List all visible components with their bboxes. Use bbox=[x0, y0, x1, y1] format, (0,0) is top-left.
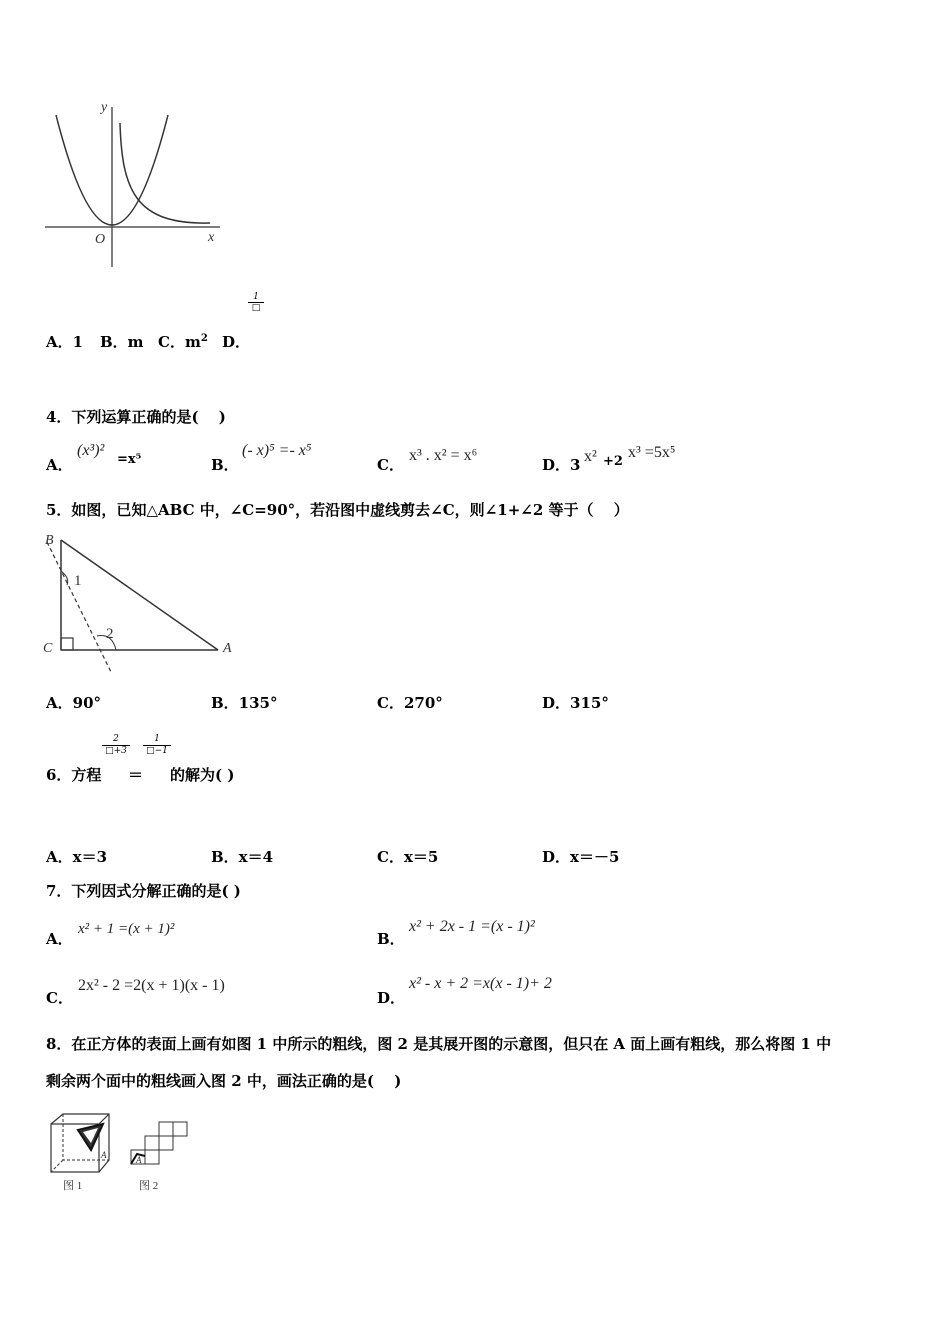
figure-1-label: 图 1 bbox=[63, 1180, 83, 1192]
q3-fraction bbox=[248, 292, 264, 313]
q3-option-b: B．m bbox=[100, 333, 144, 351]
q4-option-a-expr: (x³)² bbox=[77, 442, 105, 459]
q7-option-c-expr: 2x² - 2 =2(x + 1)(x - 1) bbox=[78, 977, 225, 994]
q5-option-d: D．315° bbox=[542, 694, 609, 712]
q6-fraction-1-num: 2 bbox=[113, 734, 119, 744]
net-face-6 bbox=[173, 1122, 187, 1136]
cube-top-right-edge bbox=[99, 1114, 109, 1124]
net-face-a-label: A bbox=[136, 1155, 142, 1165]
q8-stem-line-1: 8．在正方体的表面上画有如图 1 中所示的粗线，图 2 是其展开图的示意图，但只在 A 面上画有粗线，那么将图 1 中 bbox=[46, 1035, 832, 1053]
q4-option-c-label: C． bbox=[377, 456, 404, 474]
y-axis-label: y bbox=[101, 100, 108, 115]
q4-option-c-expr: x³ . x² = x⁶ bbox=[409, 447, 478, 464]
origin-label: O bbox=[95, 232, 106, 247]
q3-fraction-den: □ bbox=[248, 302, 264, 313]
q3-option-c-text: C．m bbox=[158, 333, 201, 351]
x-axis-label: x bbox=[208, 230, 215, 245]
q7-option-a-expr: x² + 1 =(x + 1)² bbox=[78, 921, 175, 937]
q6-fraction-2-den: □−1 bbox=[143, 745, 171, 757]
q3-option-a: A．1 bbox=[46, 333, 84, 351]
cube-face-a-label: A bbox=[101, 1150, 107, 1160]
q4-option-a-tail: =x⁵ bbox=[117, 452, 142, 467]
q4-option-d-expr2: x³ =5x⁵ bbox=[628, 444, 676, 461]
q7-option-d-label: D． bbox=[377, 989, 406, 1007]
vertex-b-label: B bbox=[45, 533, 54, 548]
angle-2-label: 2 bbox=[106, 626, 114, 642]
q7-option-b-label: B． bbox=[377, 930, 405, 948]
q4-stem: 4．下列运算正确的是( ) bbox=[46, 408, 226, 426]
q5-stem: 5．如图，已知△ABC 中，∠C=90°，若沿图中虚线剪去∠C，则∠1+∠2 等于（ ） bbox=[46, 501, 629, 519]
q4-option-b-expr: (- x)⁵ =- x⁵ bbox=[242, 442, 312, 459]
q6-option-c: C．x＝5 bbox=[377, 848, 439, 866]
net-face-2 bbox=[145, 1136, 159, 1150]
q6-option-b: B．x＝4 bbox=[211, 848, 274, 866]
net-face-5 bbox=[159, 1122, 173, 1136]
q3-option-c bbox=[158, 331, 208, 352]
q6-fraction-1-den: □+3 bbox=[102, 745, 130, 757]
q7-stem: 7．下列因式分解正确的是( ) bbox=[46, 882, 241, 900]
q7-option-c-label: C． bbox=[46, 989, 73, 1007]
q7-option-a-label: A． bbox=[46, 930, 73, 948]
function-graph-figure bbox=[40, 95, 230, 275]
net-face-3 bbox=[145, 1150, 159, 1164]
q3-fraction-num: 1 bbox=[253, 292, 259, 302]
q6-stem-suffix: 的解为( ) bbox=[170, 766, 235, 784]
triangle-side-ab bbox=[61, 540, 218, 650]
angle-1-label: 1 bbox=[74, 573, 82, 589]
q6-option-a: A．x＝3 bbox=[46, 848, 108, 866]
cube-hidden-diag bbox=[51, 1160, 63, 1172]
vertex-c-label: C bbox=[43, 641, 53, 656]
net-face-4 bbox=[159, 1136, 173, 1150]
q5-triangle-figure bbox=[40, 530, 245, 680]
cube-figure bbox=[51, 1114, 109, 1172]
vertex-a-label: A bbox=[223, 641, 232, 656]
figure-2-label: 图 2 bbox=[139, 1180, 159, 1192]
q8-stem-line-2: 剩余两个面中的粗线画入图 2 中，画法正确的是( ) bbox=[46, 1072, 402, 1090]
q6-fraction-2 bbox=[143, 734, 171, 757]
q3-option-c-sup: 2 bbox=[200, 333, 208, 344]
q4-option-b-label: B． bbox=[211, 456, 239, 474]
q4-option-d-expr1: x² bbox=[584, 448, 597, 465]
q5-option-c: C．270° bbox=[377, 694, 443, 712]
q5-option-a: A．90° bbox=[46, 694, 102, 712]
q6-fraction-2-num: 1 bbox=[154, 734, 160, 744]
q3-option-d: D． bbox=[222, 333, 251, 351]
right-angle-mark bbox=[61, 638, 73, 650]
q4-option-d-mid: +2 bbox=[603, 454, 623, 469]
q4-option-d-label: D．3 bbox=[542, 456, 581, 474]
q5-option-b: B．135° bbox=[211, 694, 278, 712]
q4-option-a-label: A． bbox=[46, 456, 73, 474]
q6-stem-prefix: 6．方程 bbox=[46, 766, 102, 784]
q7-option-d-expr: x² - x + 2 =x(x - 1)+ 2 bbox=[409, 975, 552, 992]
q6-fraction-1 bbox=[102, 734, 130, 757]
q7-option-b-expr: x² + 2x - 1 =(x - 1)² bbox=[409, 918, 535, 935]
q6-equals: ＝ bbox=[128, 766, 144, 784]
cut-dashed-line bbox=[47, 542, 111, 672]
q6-option-d: D．x＝－5 bbox=[542, 848, 620, 866]
q8-cube-figures bbox=[45, 1110, 205, 1195]
